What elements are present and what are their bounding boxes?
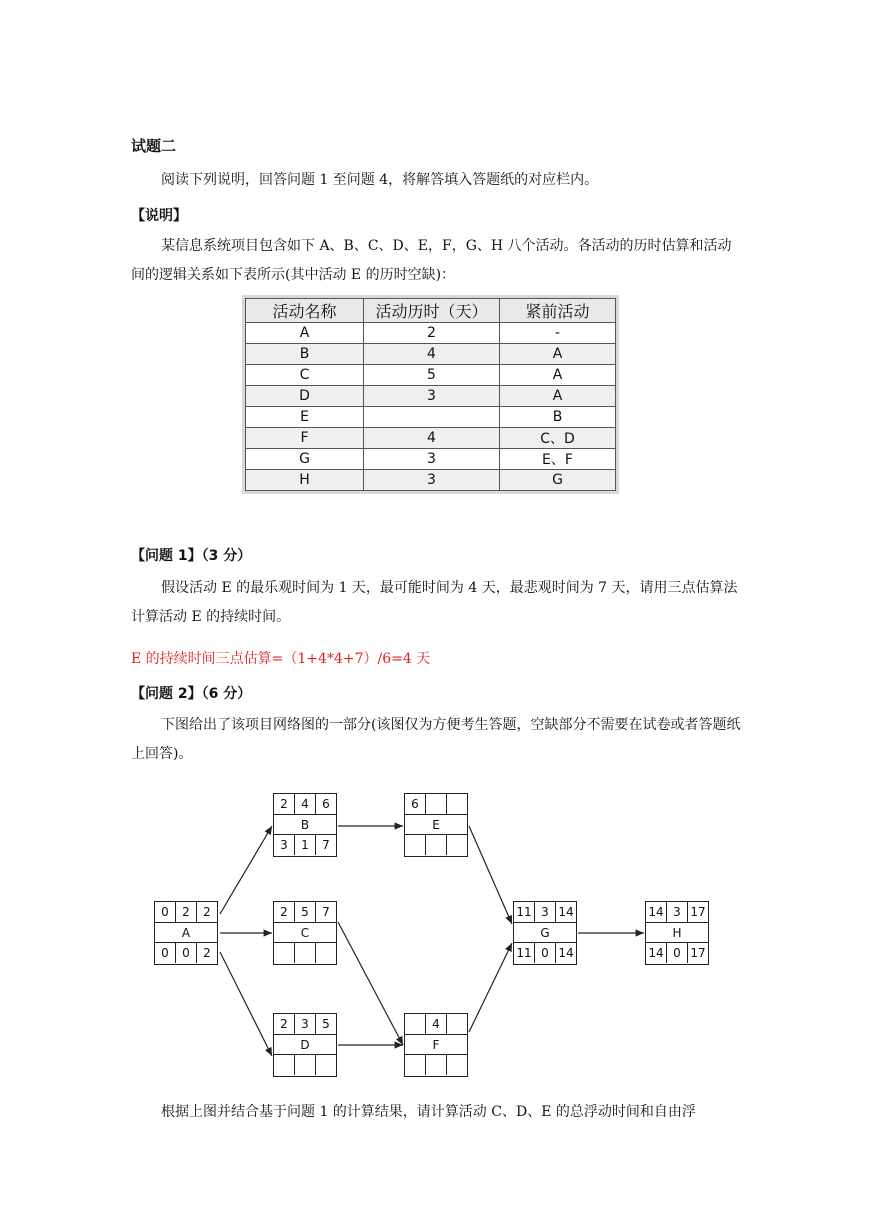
- table-cell: A: [500, 386, 616, 407]
- node-cell: [426, 1055, 447, 1075]
- table-cell: 3: [364, 470, 500, 491]
- table-header: 活动历时（天）: [364, 299, 500, 323]
- question2-label: 【问题 2】: [131, 686, 202, 702]
- node-cell: 5: [295, 902, 316, 922]
- node-cell: 2: [203, 905, 211, 919]
- node-cell: [447, 794, 467, 814]
- exam-title: 试题二: [131, 137, 177, 155]
- table-cell: 5: [364, 365, 500, 386]
- table-cell: 2: [364, 323, 500, 344]
- arrow-a-b: [220, 826, 272, 914]
- node-cell: [295, 943, 316, 963]
- node-cell: [316, 943, 336, 963]
- table-cell: C、D: [500, 428, 616, 449]
- table-cell: A: [246, 323, 364, 344]
- arrow-e-g: [469, 826, 512, 924]
- intro-text: 阅读下列说明，回答问题 1 至问题 4，将解答填入答题纸的对应栏内。: [161, 172, 599, 188]
- node-cell: 3: [274, 835, 295, 855]
- node-label: F: [405, 1034, 467, 1055]
- node-cell: 2: [274, 1014, 295, 1034]
- table-cell: A: [500, 365, 616, 386]
- node-b: [273, 793, 337, 857]
- node-cell: [295, 1055, 316, 1075]
- node-cell: 2: [274, 902, 295, 922]
- node-f: [404, 1013, 468, 1077]
- node-cell: [274, 943, 295, 963]
- node-cell: 7: [322, 838, 330, 852]
- node-cell: 0: [176, 943, 197, 963]
- node-d: [273, 1013, 337, 1077]
- table-cell: 3: [364, 386, 500, 407]
- node-a: [154, 901, 218, 965]
- arrow-f-g: [469, 943, 512, 1032]
- node-cell: [405, 1055, 426, 1075]
- node-cell: 5: [322, 1017, 330, 1031]
- table-cell: G: [500, 470, 616, 491]
- node-label: B: [274, 814, 336, 835]
- table-cell: E: [246, 407, 364, 428]
- node-cell: 14: [646, 902, 667, 922]
- table-cell: 4: [364, 428, 500, 449]
- question2-followup-text: 根据上图并结合基于问题 1 的计算结果，请计算活动 C、D、E 的总浮动时间和自由浮: [161, 1104, 696, 1120]
- table-cell: H: [246, 470, 364, 491]
- node-label: C: [274, 922, 336, 943]
- node-cell: 3: [295, 1014, 316, 1034]
- table-cell: F: [246, 428, 364, 449]
- question1-score: （3 分）: [201, 548, 252, 564]
- node-cell: 0: [535, 943, 556, 963]
- table-cell: E、F: [500, 449, 616, 470]
- node-cell: 2: [176, 902, 197, 922]
- table-cell: G: [246, 449, 364, 470]
- node-cell: 14: [646, 943, 667, 963]
- node-cell: 7: [322, 905, 330, 919]
- node-cell: 6: [405, 794, 426, 814]
- node-cell: 14: [558, 946, 574, 960]
- node-cell: [447, 835, 467, 855]
- node-cell: 17: [690, 905, 706, 919]
- node-label: H: [646, 922, 708, 943]
- arrow-c-f: [338, 922, 403, 1045]
- node-cell: 17: [690, 946, 706, 960]
- node-cell: 4: [295, 794, 316, 814]
- table-cell: C: [246, 365, 364, 386]
- table-cell: D: [246, 386, 364, 407]
- node-cell: 0: [155, 943, 176, 963]
- table-cell: B: [500, 407, 616, 428]
- node-cell: 2: [203, 946, 211, 960]
- description-text: 某信息系统项目包含如下 A、B、C、D、E，F，G、H 八个活动。各活动的历时估算和活动间的逻辑关系如下表所示(其中活动 E 的历时空缺)：: [131, 238, 732, 283]
- node-label: E: [405, 814, 467, 835]
- node-label: G: [514, 922, 576, 943]
- node-c: [273, 901, 337, 965]
- table-header: 活动名称: [246, 299, 364, 323]
- node-cell: 3: [535, 902, 556, 922]
- question1-answer: E 的持续时间三点估算=（1+4*4+7）/6=4 天: [131, 651, 431, 667]
- node-cell: 0: [155, 902, 176, 922]
- node-cell: [447, 1014, 467, 1034]
- node-cell: 11: [514, 943, 535, 963]
- node-cell: 4: [426, 1014, 447, 1034]
- node-cell: 3: [667, 902, 688, 922]
- node-cell: 11: [514, 902, 535, 922]
- node-label: D: [274, 1034, 336, 1055]
- node-cell: [316, 1055, 336, 1075]
- node-h: [645, 901, 709, 965]
- table-cell: A: [500, 344, 616, 365]
- table-cell: 3: [364, 449, 500, 470]
- node-e: [404, 793, 468, 857]
- node-cell: [426, 794, 447, 814]
- node-cell: [405, 835, 426, 855]
- node-cell: 6: [322, 797, 330, 811]
- node-g: [513, 901, 577, 965]
- arrow-a-d: [220, 952, 272, 1056]
- table-header: 紧前活动: [500, 299, 616, 323]
- table-cell: -: [500, 323, 616, 344]
- node-cell: [447, 1055, 467, 1075]
- question2-score: （6 分）: [201, 686, 252, 702]
- node-cell: [274, 1055, 295, 1075]
- node-cell: 0: [667, 943, 688, 963]
- table-cell: 4: [364, 344, 500, 365]
- question1-label: 【问题 1】: [131, 548, 202, 564]
- node-cell: 1: [295, 835, 316, 855]
- question1-text: 假设活动 E 的最乐观时间为 1 天，最可能时间为 4 天，最悲观时间为 7 天，请用三点估算法计算活动 E 的持续时间。: [131, 580, 738, 625]
- description-heading: 【说明】: [131, 208, 187, 224]
- node-cell: 2: [274, 794, 295, 814]
- question2-text: 下图给出了该项目网络图的一部分(该图仅为方便考生答题，空缺部分不需要在试卷或者答题纸上回答)。: [131, 717, 741, 762]
- node-cell: [426, 835, 447, 855]
- node-label: A: [155, 922, 217, 943]
- node-cell: [405, 1014, 426, 1034]
- table-cell: B: [246, 344, 364, 365]
- node-cell: 14: [558, 905, 574, 919]
